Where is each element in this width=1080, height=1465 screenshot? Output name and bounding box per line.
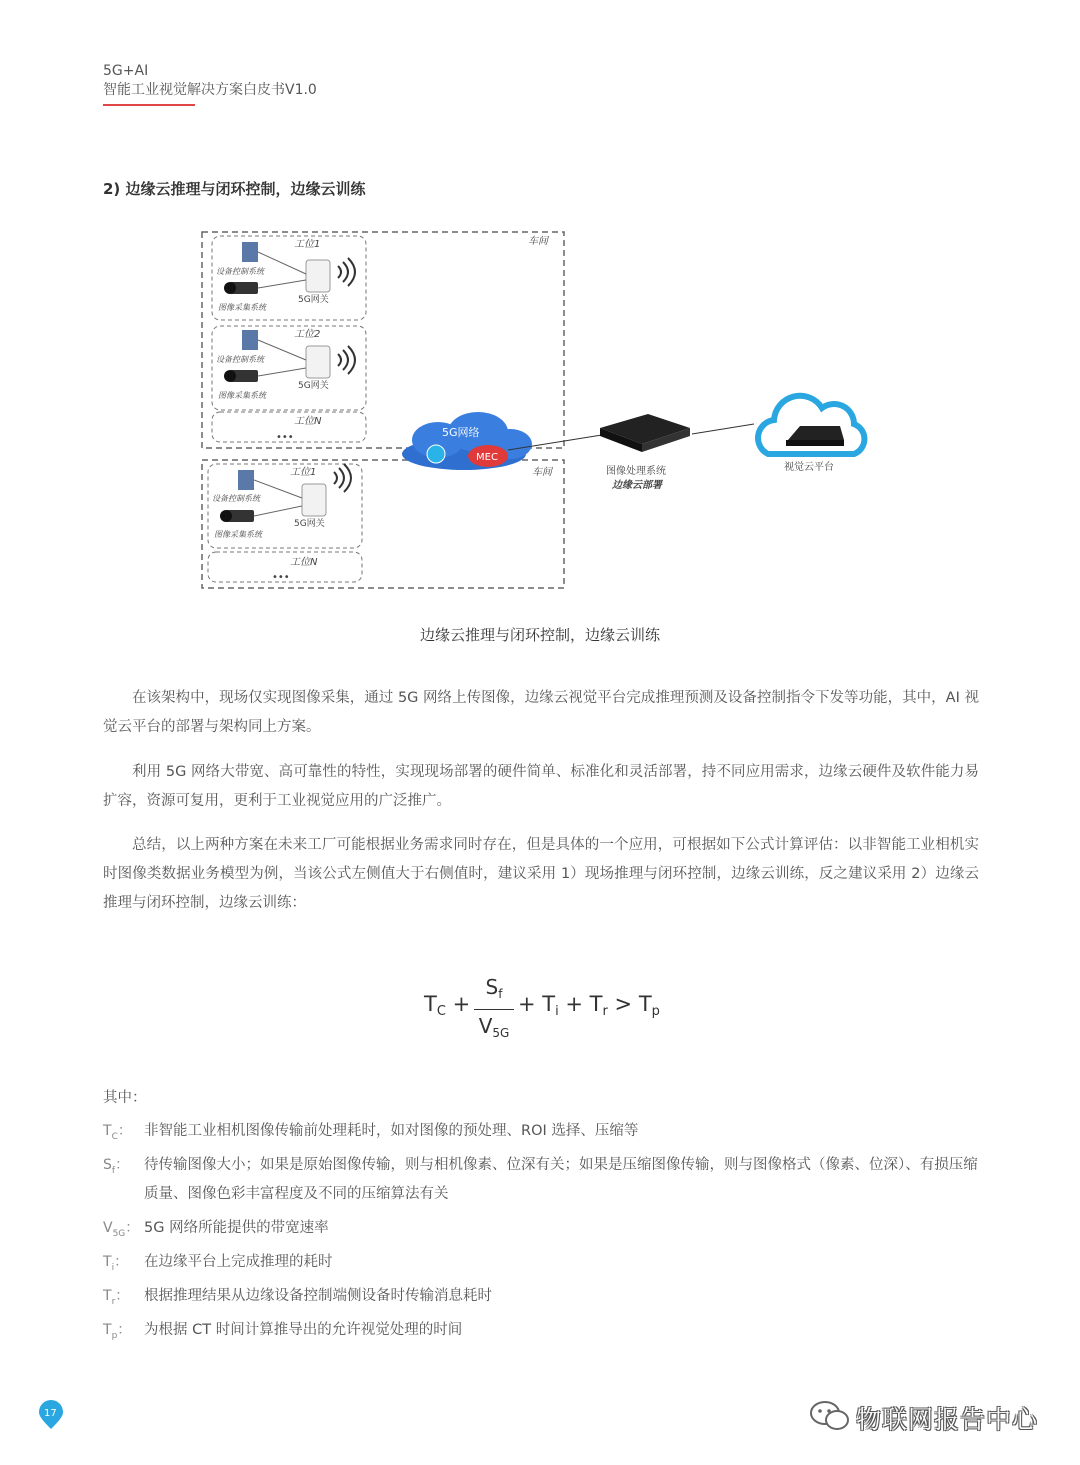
watermark (808, 1398, 1048, 1438)
definition-symbol: $S_f$： (103, 1157, 130, 1176)
definition-item (103, 1151, 983, 1209)
wireless-icon (338, 258, 355, 286)
gateway-label: 5G网关 (298, 295, 329, 305)
more-stations-dots: ••• (276, 432, 294, 443)
more-stations-dots: ••• (272, 572, 290, 583)
definition-item (103, 1117, 983, 1146)
definition-symbol: $T_r$： (103, 1288, 130, 1307)
station-2-label: 工位2 (294, 329, 321, 340)
definition-symbol: $T_p$： (103, 1322, 132, 1341)
paragraph-2: 利用 5G 网络大带宽、高可靠性的特性，实现现场部署的硬件简单、标准化和灵活部署，持不同应用需求，边缘云硬件及软件能力易扩容，资源可复用，更利于工业视觉应用的广泛推广。 (103, 764, 979, 809)
definition-item (103, 1248, 983, 1277)
station-nb-label: 工位N (290, 557, 318, 568)
gateway-icon (306, 260, 330, 292)
evaluation-formula (420, 972, 680, 1042)
wechat-icon (808, 1398, 852, 1434)
workshop-2-label: 车间 (532, 467, 552, 478)
base-station-icon (427, 445, 445, 463)
variable-definitions (103, 1117, 983, 1350)
gateway-label: 5G网关 (294, 519, 325, 529)
device-control-label: 设备控制系统 (212, 494, 260, 503)
station-1-label: 工位1 (294, 239, 321, 250)
edge-deploy-label: 边缘云部署 (612, 480, 662, 491)
controller-icon (242, 330, 258, 350)
formula-numerator: $S_f$ (485, 975, 503, 1001)
definition-item (103, 1316, 983, 1345)
page-number: 17 (44, 1408, 57, 1419)
definition-text: 待传输图像大小；如果是原始图像传输，则与相机像素、位深有关；如果是压缩图像传输，则与图像格式（像素、位深）、有损压缩质量、图像色彩丰富程度及不同的压缩算法有关 (144, 1157, 978, 1202)
5g-network-cloud (402, 412, 532, 470)
definition-text: 在边缘平台上完成推理的耗时 (144, 1254, 333, 1270)
formula-tc: $T_C$ + (424, 992, 471, 1019)
where-label: 其中： (103, 1090, 147, 1106)
definition-text: 根据推理结果从边缘设备控制端侧设备时传输消息耗时 (144, 1288, 492, 1304)
controller-icon (242, 242, 258, 262)
station-n-label: 工位N (294, 416, 322, 427)
device-control-label: 设备控制系统 (216, 355, 264, 364)
paragraph-1: 在该架构中，现场仅实现图像采集，通过 5G 网络上传图像，边缘云视觉平台完成推理预测及设备控制指令下发等功能，其中，AI 视觉云平台的部署与架构同上方案。 (103, 690, 979, 735)
gateway-icon (306, 346, 330, 378)
page-header (103, 62, 317, 106)
definition-item (103, 1282, 983, 1311)
image-capture-label: 图像采集系统 (214, 530, 262, 539)
workshop-2-frame (202, 460, 564, 588)
definition-text: 5G 网络所能提供的带宽速率 (144, 1220, 329, 1236)
formula-rest: + $T_i + T_r > T_p$ (518, 992, 660, 1019)
vision-cloud-label: 视觉云平台 (784, 462, 834, 473)
header-line1: 5G+AI (103, 63, 149, 79)
definition-text: 非智能工业相机图像传输前处理耗时，如对图像的预处理、ROI 选择、压缩等 (144, 1123, 639, 1139)
definition-item (103, 1214, 983, 1243)
architecture-diagram (198, 228, 888, 594)
definition-symbol: $T_C$： (103, 1123, 132, 1142)
definition-symbol: $V_{5G}$： (103, 1220, 140, 1239)
definition-text: 为根据 CT 时间计算推导出的允许视觉处理的时间 (144, 1322, 463, 1338)
workshop-1-label: 车间 (528, 236, 548, 247)
fraction-bar (474, 1009, 514, 1010)
image-capture-label: 图像采集系统 (218, 303, 266, 312)
section-title: 2) 边缘云推理与闭环控制，边缘云训练 (103, 180, 366, 198)
mec-label: MEC (476, 452, 498, 463)
page-number-badge (38, 1400, 64, 1426)
image-capture-label: 图像采集系统 (218, 391, 266, 400)
vision-cloud-icon (758, 396, 864, 454)
gateway-icon (302, 484, 326, 516)
definition-symbol: $T_i$： (103, 1254, 129, 1273)
formula-fraction (474, 974, 514, 1046)
formula-denominator: $V_{5G}$ (478, 1014, 510, 1040)
network-label: 5G网络 (442, 426, 480, 439)
gateway-label: 5G网关 (298, 381, 329, 391)
paragraph-3: 总结，以上两种方案在未来工厂可能根据业务需求同时存在，但是具体的一个应用，可根据如下公式计算评估：以非智能工业相机实时图像类数据业务模型为例，当该公式左侧值大于右侧值时，建议采用 1）现场推理与闭环控制，边缘云训练，反之建议采用 2）边缘云推理与闭环控制，边缘云训练： (103, 837, 979, 911)
controller-icon (238, 470, 254, 490)
wireless-icon (338, 346, 355, 374)
header-accent-rule (103, 104, 195, 106)
image-system-label: 图像处理系统 (606, 466, 666, 477)
wireless-icon (334, 464, 351, 492)
figure-caption: 边缘云推理与闭环控制，边缘云训练 (419, 626, 660, 644)
watermark-text: 物联网报告中心 (856, 1405, 1039, 1434)
station-1b-label: 工位1 (290, 467, 317, 478)
header-title: 智能工业视觉解决方案白皮书V1.0 (103, 82, 317, 98)
device-control-label: 设备控制系统 (216, 267, 264, 276)
